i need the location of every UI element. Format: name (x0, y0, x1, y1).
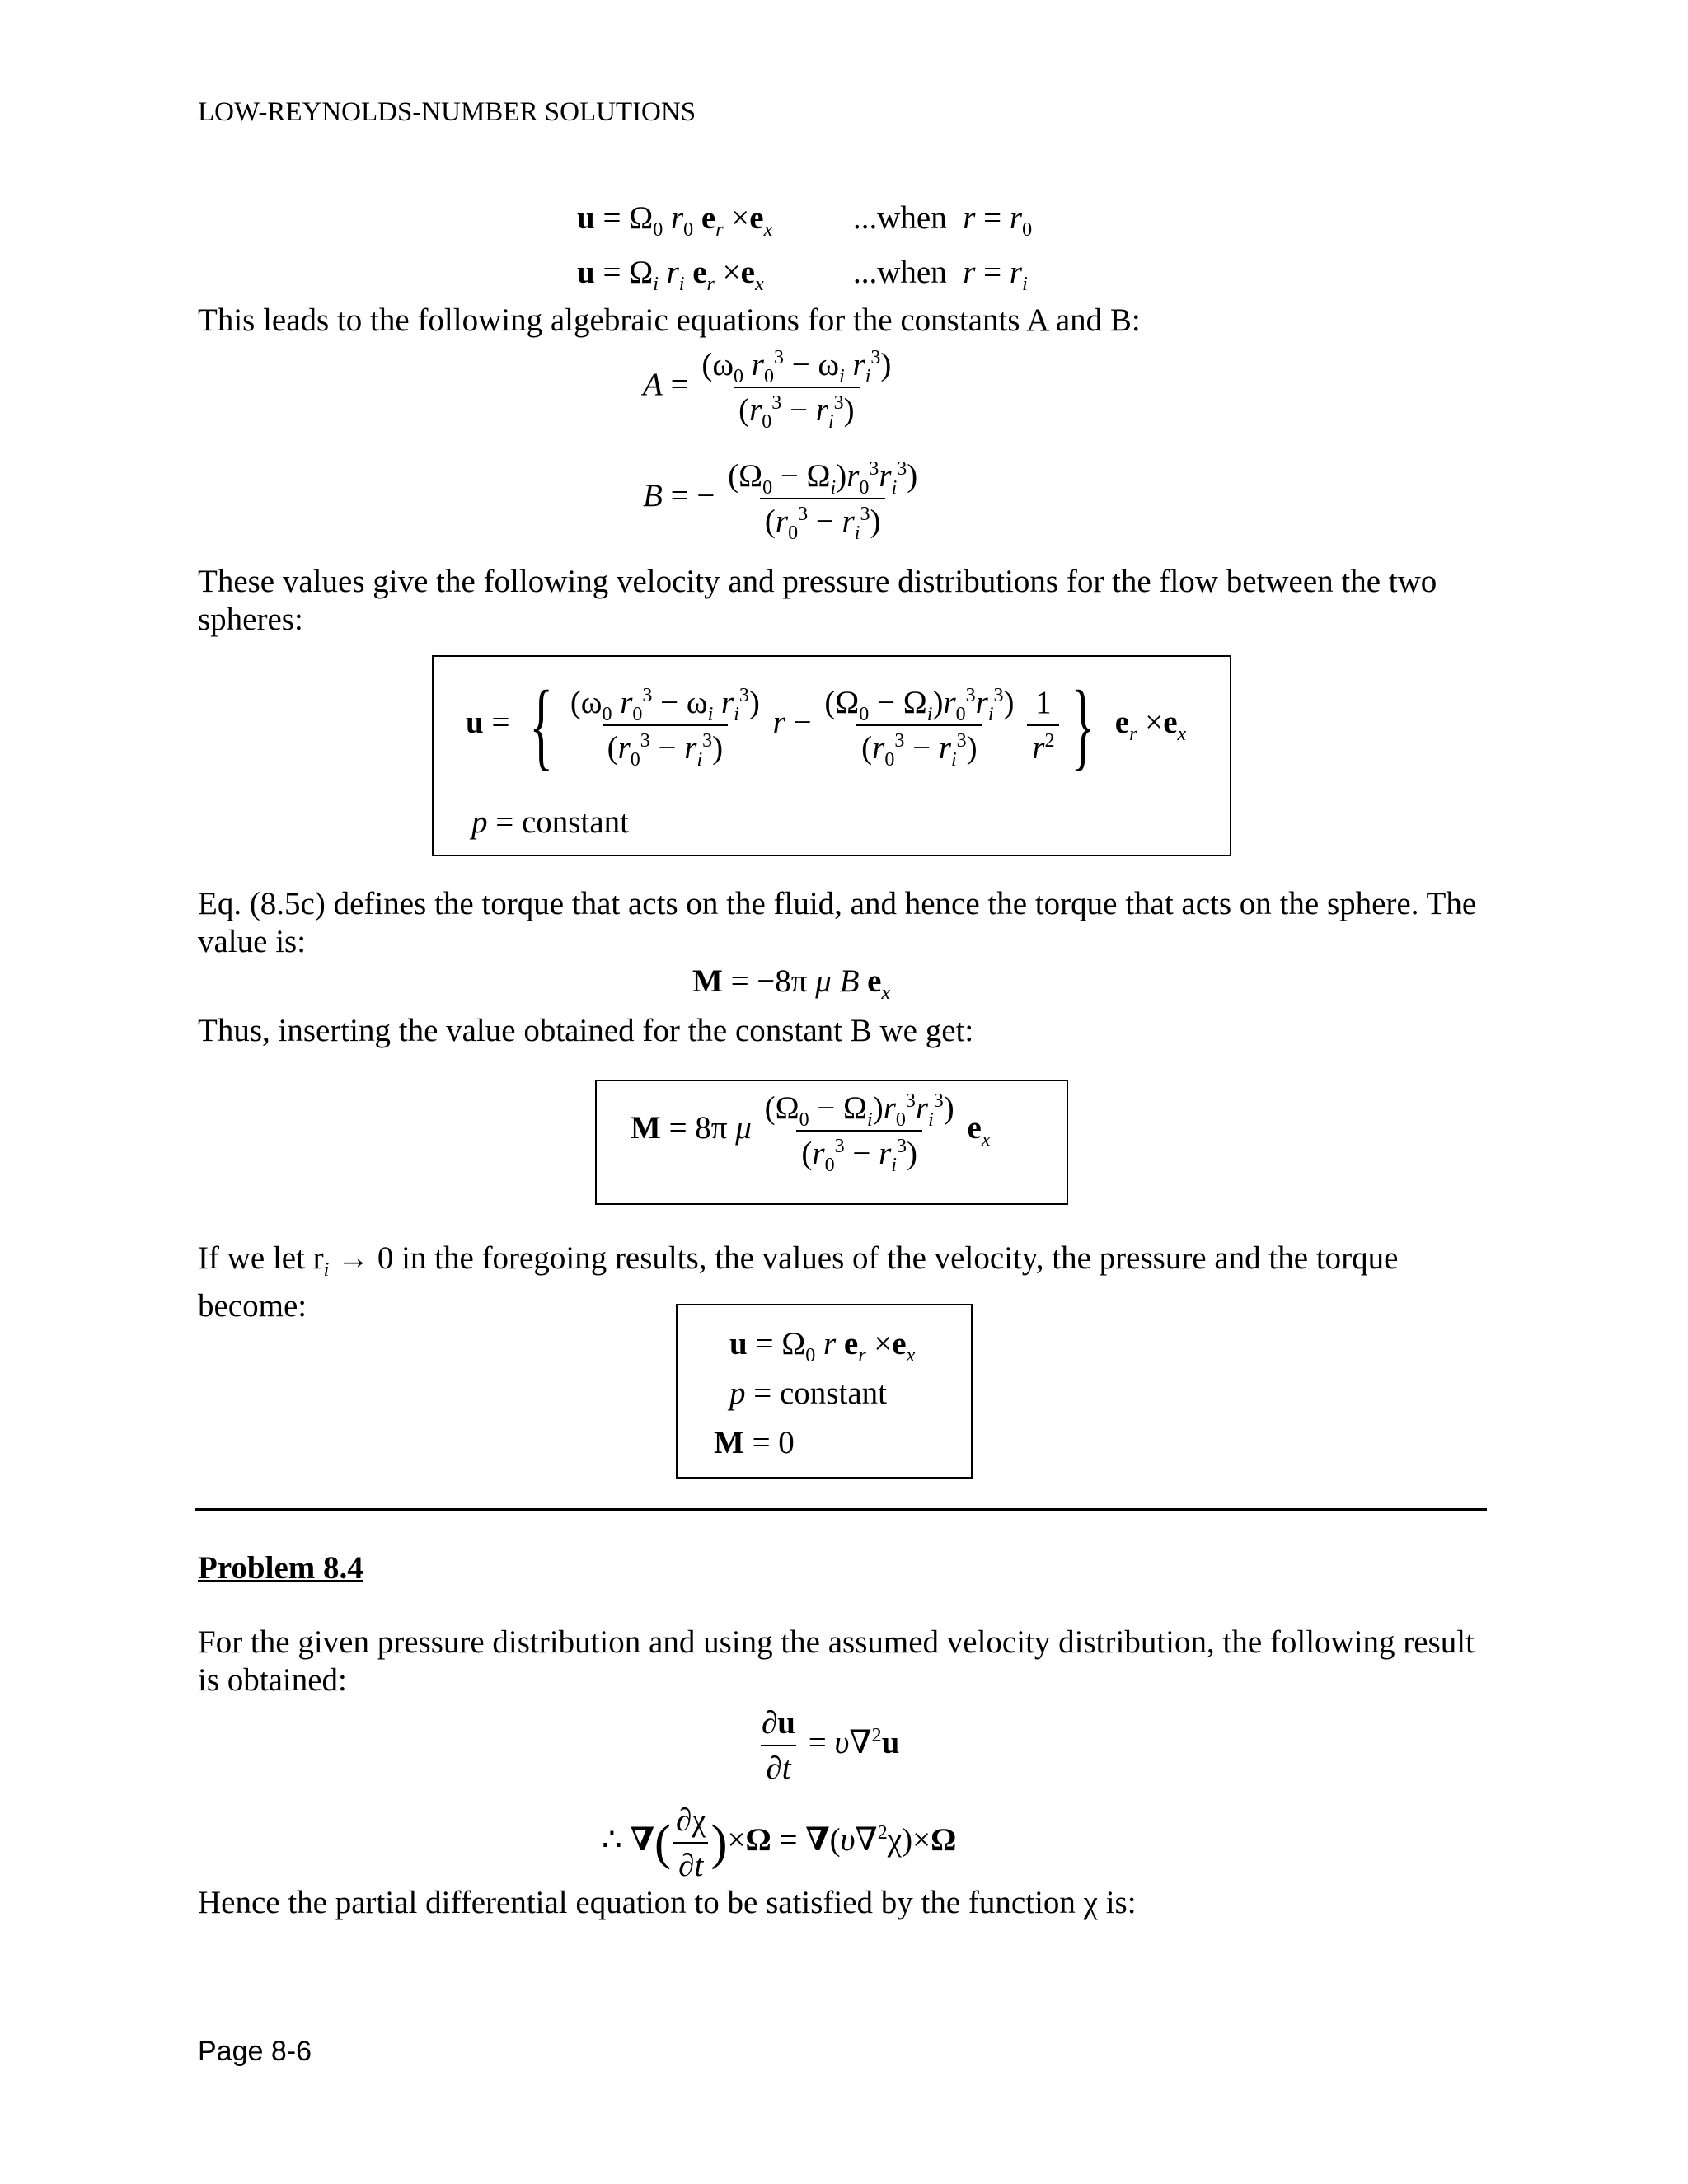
torque-zero: M = 0 (714, 1425, 795, 1460)
torque-result-equation: M = 8π μ $\frac{(\Omega_0 - \Omega_i)r_0^3r_i^3)}{(r_0^3 - r_i^3)}$ $e_x$ (631, 1090, 991, 1176)
paragraph-4: Thus, inserting the value obtained for the constant B we get: (198, 1013, 974, 1048)
torque-equation: M = −8π μ B $e_x$ (692, 963, 891, 1004)
limit-velocity-equation: $u = \Omega_0$ r $e_r \times e_x$ (729, 1326, 916, 1366)
constant-A-equation: A = $\frac{(\omega_0 r_0^3 - \omega_i r_i^3)}{(r_0^3 - r_i^3)}$ (643, 347, 892, 433)
paragraph-6: For the given pressure distribution and using the assumed velocity distribution, the following result is obtained: (198, 1624, 1475, 1698)
momentum-equation: $\frac{\partial u}{\partial t}$ = υ∇$^2$u (762, 1705, 900, 1786)
bc-outer-equation: $u = \Omega_0$ $r_0$ $e_r \times e_x$ (577, 200, 773, 241)
paragraph-5-start: If we let r (198, 1240, 324, 1276)
paragraph-1: This leads to the following algebraic equations for the constants A and B: (198, 302, 1141, 338)
paragraph-7: Hence the partial differential equation to be satisfied by the function χ is: (198, 1885, 1137, 1920)
bc-inner-equation: $u = \Omega_i$ $r_i$ $e_r \times e_x$ (577, 255, 764, 295)
paragraph-2: These values give the following velocity and pressure distributions for the flow between the two spheres: (198, 564, 1437, 637)
pressure-constant-1: p = constant (471, 804, 629, 840)
velocity-equation: u = { $\frac{(\omega_0 r_0^3 - \omega_i r_i^3)}{(r_0^3 - r_i^3)}$ r − $\frac{(\Omega_0 - \Omega_i)r_0^3r_i^3)}{(r_0^3 - r_i^3)}$ $\frac{1}{r^2}$ } $e_r \times e_x$ (466, 670, 1187, 780)
page-header: LOW-REYNOLDS-NUMBER SOLUTIONS (198, 97, 696, 127)
section-divider (195, 1508, 1487, 1511)
bc-outer-condition: ...when $r = r_0$ (853, 200, 1033, 241)
vorticity-equation: ∴ ∇( $\frac{\partial\chi}{\partial t}$ )×Ω = ∇(υ∇$^2$χ)×Ω (602, 1802, 957, 1883)
paragraph-5: If we let $r_i \to 0$ in the foregoing results, the values of the velocity, the pressure and the torque become: (198, 1240, 1399, 1324)
pressure-constant-2: p = constant (729, 1376, 887, 1411)
paragraph-5-end: → 0 in the foregoing results, the values of the velocity, the pressure and the torque become: (198, 1240, 1399, 1324)
page-number: Page 8-6 (198, 2036, 312, 2067)
problem-heading: Problem 8.4 (198, 1550, 363, 1586)
constant-B-equation: B = − $\frac{(\Omega_0 - \Omega_i)r_0^3r_i^3)}{(r_0^3 - r_i^3)}$ (643, 458, 918, 544)
paragraph-3: Eq. (8.5c) defines the torque that acts on the fluid, and hence the torque that acts on the sphere. The value is: (198, 886, 1477, 959)
bc-inner-condition: ...when $r = r_i$ (853, 255, 1028, 295)
